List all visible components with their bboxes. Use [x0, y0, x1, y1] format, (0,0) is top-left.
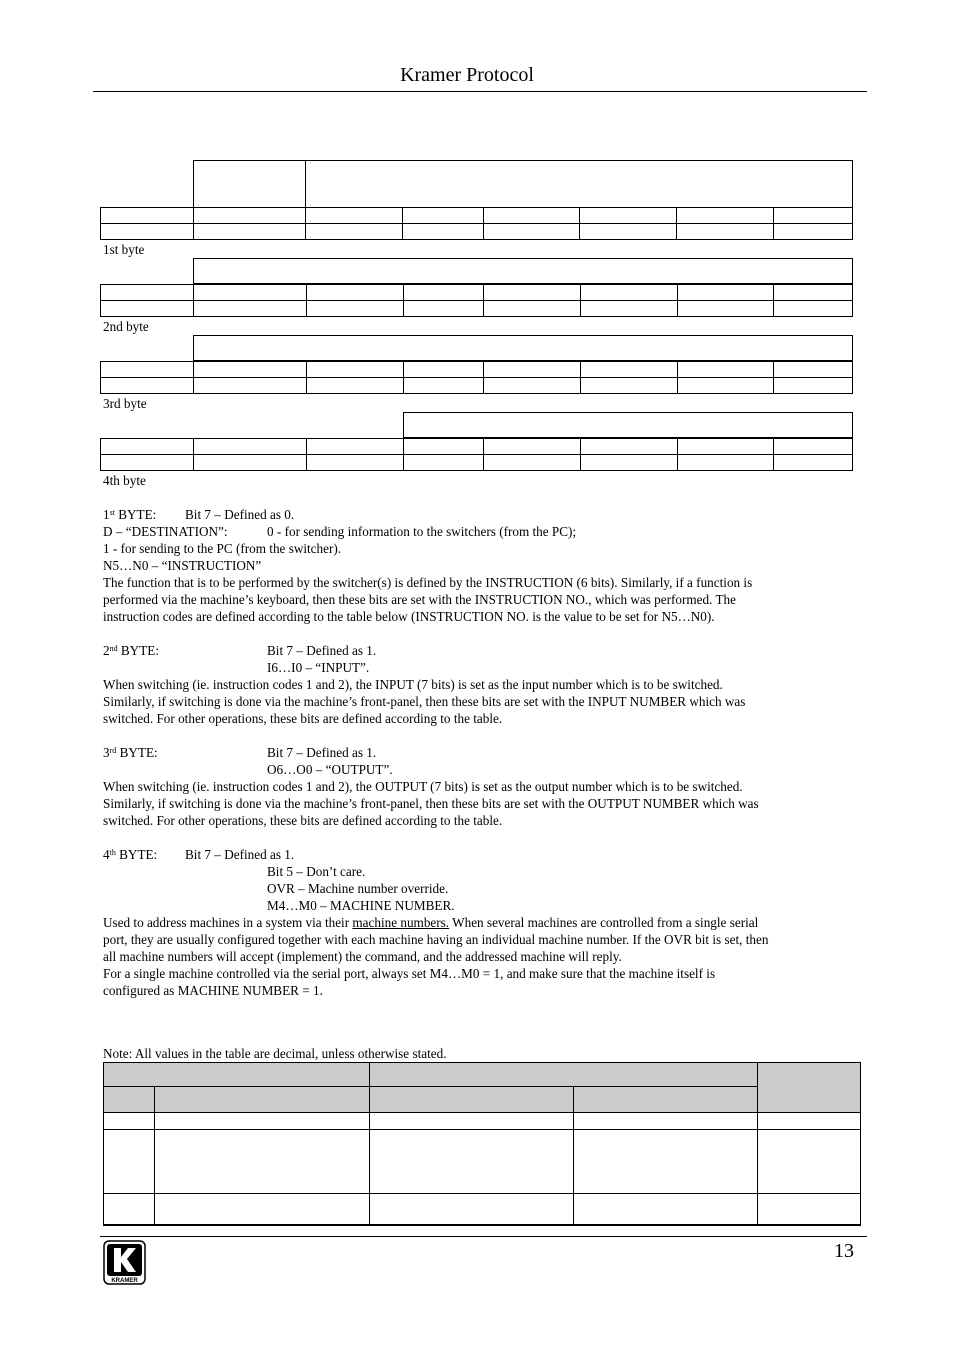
- byte-4-header-cell: [403, 412, 853, 438]
- table-cell: [573, 1193, 758, 1226]
- table-cell: [757, 1112, 861, 1130]
- header-rule: [93, 91, 867, 92]
- destination-0: 0 - for sending information to the switchers (from the PC);: [267, 524, 577, 539]
- byte-1-para-line-2: performed via the machine’s keyboard, then these bits are set with the INSTRUCTION NO., which was performed. The: [103, 592, 736, 607]
- byte-3-value-row: [100, 377, 853, 394]
- table-cell: [369, 1129, 574, 1194]
- byte-3-para-line-3: switched. For other operations, these bits are defined according to the table.: [103, 813, 503, 828]
- page-number: 13: [834, 1240, 854, 1262]
- byte-4-bit5: Bit 5 – Don’t care.: [267, 864, 366, 879]
- table-header-cell: [573, 1086, 758, 1113]
- byte-3-bit7: Bit 7 – Defined as 1.: [267, 745, 377, 760]
- kramer-logo-icon: [103, 1240, 146, 1285]
- byte-3-heading: 3rd BYTE:: [103, 745, 158, 760]
- machine-numbers-link[interactable]: machine numbers.: [352, 915, 450, 930]
- byte-2-bit-row: [100, 284, 853, 301]
- byte-4-para-line-3: all machine numbers will accept (implement) the command, and the addressed machine will reply.: [103, 949, 622, 964]
- table-header-cell: [103, 1086, 155, 1113]
- table-cell: [154, 1129, 370, 1194]
- table-header-cell: [154, 1086, 370, 1113]
- table-cell: [369, 1112, 574, 1130]
- byte-4-bit-row: [100, 438, 853, 455]
- byte-4-para-line-4: For a single machine controlled via the serial port, always set M4…M0 = 1, and make sure that the machine itself is: [103, 966, 716, 981]
- svg-text:KRAMER: KRAMER: [111, 1278, 138, 1284]
- byte-1-label: 1st byte: [103, 242, 145, 257]
- byte-3-field: O6…O0 – “OUTPUT”.: [267, 762, 393, 777]
- byte-3-para-line-2: Similarly, if switching is done via the machine’s front-panel, then these bits are set with the OUTPUT NUMBER which was: [103, 796, 759, 811]
- byte-2-field: I6…I0 – “INPUT”.: [267, 660, 370, 675]
- byte-1-para-line-3: instruction codes are defined according to the table below (INSTRUCTION NO. is the value to be set for N5…N0).: [103, 609, 715, 624]
- footer-rule: [100, 1236, 867, 1237]
- table-header-cell: [757, 1062, 861, 1113]
- table-header-cell: [103, 1062, 370, 1087]
- table-cell: [573, 1112, 758, 1130]
- table-cell: [103, 1193, 155, 1226]
- table-header-cell: [369, 1086, 574, 1113]
- table-cell: [757, 1193, 861, 1226]
- byte-1-value-row: [100, 223, 853, 240]
- byte-1-bit7: Bit 7 – Defined as 0.: [185, 507, 295, 522]
- byte-1-heading: 1st BYTE:: [103, 507, 157, 522]
- byte-4-ovr: OVR – Machine number override.: [267, 881, 449, 896]
- instruction-field: N5…N0 – “INSTRUCTION”: [103, 558, 262, 573]
- byte-2-value-row: [100, 300, 853, 317]
- byte-2-para-line-2: Similarly, if switching is done via the machine’s front-panel, then these bits are set with the INPUT NUMBER which was: [103, 694, 746, 709]
- byte-1-para-line-1: The function that is to be performed by the switcher(s) is defined by the INSTRUCTION (6 bits). Similarly, if a function is: [103, 575, 753, 590]
- table-cell: [757, 1129, 861, 1194]
- table-cell: [103, 1112, 155, 1130]
- table-cell: [369, 1193, 574, 1226]
- byte-3-para-line-1: When switching (ie. instruction codes 1 and 2), the OUTPUT (7 bits) is set as the output number which is to be switched.: [103, 779, 743, 794]
- destination-label: D – “DESTINATION”:: [103, 524, 228, 539]
- byte-4-machine: M4…M0 – MACHINE NUMBER.: [267, 898, 455, 913]
- byte-4-para-line-1: Used to address machines in a system via their machine numbers. When several machines are controlled from a single serial: [103, 915, 759, 930]
- table-header-cell: [369, 1062, 758, 1087]
- destination-1: 1 - for sending to the PC (from the switcher).: [103, 541, 342, 556]
- byte-2-header-cell: [193, 258, 853, 284]
- table-cell: [573, 1129, 758, 1194]
- table-cell: [154, 1193, 370, 1226]
- table-note: Note: All values in the table are decimal, unless otherwise stated.: [103, 1046, 447, 1061]
- byte-2-para-line-3: switched. For other operations, these bits are defined according to the table.: [103, 711, 503, 726]
- table-cell: [103, 1129, 155, 1194]
- byte-3-label: 3rd byte: [103, 396, 147, 411]
- page-header-title: Kramer Protocol: [400, 64, 534, 86]
- byte-1-header-wide-cell: [305, 160, 853, 208]
- byte-4-label: 4th byte: [103, 473, 146, 488]
- byte-4-heading: 4th BYTE:: [103, 847, 158, 862]
- byte-4-para-line-5: configured as MACHINE NUMBER = 1.: [103, 983, 323, 998]
- byte-4-bit7: Bit 7 – Defined as 1.: [185, 847, 295, 862]
- byte-2-label: 2nd byte: [103, 319, 149, 334]
- byte-3-header-cell: [193, 335, 853, 361]
- byte-4-value-row: [100, 454, 853, 471]
- byte-4-para-line-2: port, they are usually configured together with each machine having an individual machine number. If the OVR bit is set, then: [103, 932, 769, 947]
- byte-2-para-line-1: When switching (ie. instruction codes 1 and 2), the INPUT (7 bits) is set as the input number which is to be switched.: [103, 677, 723, 692]
- byte-2-bit7: Bit 7 – Defined as 1.: [267, 643, 377, 658]
- byte-1-header-cell: [193, 160, 306, 208]
- byte-3-bit-row: [100, 361, 853, 378]
- table-cell: [154, 1112, 370, 1130]
- byte-1-bit-row: [100, 207, 853, 224]
- byte-2-heading: 2nd BYTE:: [103, 643, 159, 658]
